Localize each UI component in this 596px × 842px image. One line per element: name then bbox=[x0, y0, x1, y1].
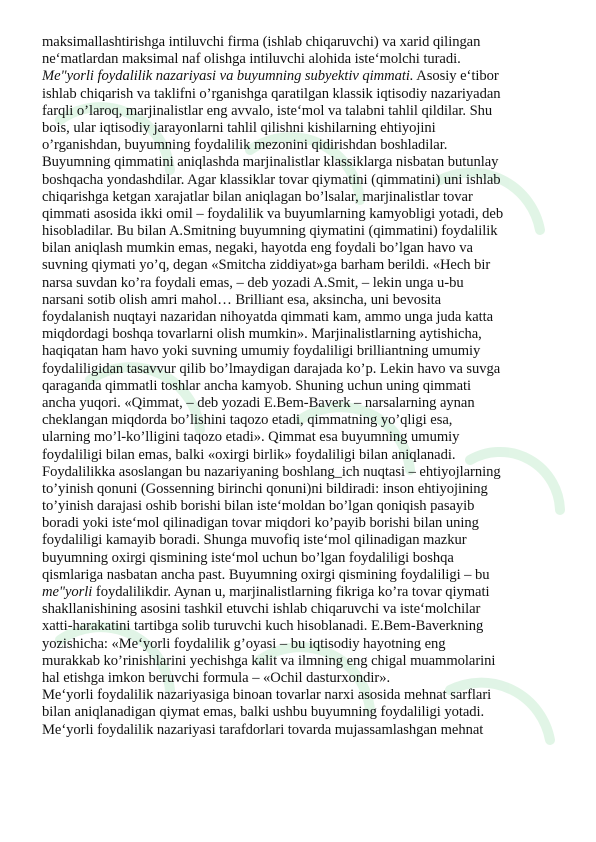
text-segment: xatti-harakatini tartibga solib turuvchi kuch hisoblanadi. E.Bem-Baverkning bbox=[42, 618, 484, 635]
text-segment: hisobladilar. Bu bilan A.Smitning buyumning qiymatini (qimmatini) foydalilik bbox=[42, 223, 498, 240]
text-segment: foydaliligidan tasavvur qilib bo’lmaydigan darajada ko’p. Lekin havo va suvga bbox=[42, 360, 501, 377]
text-segment: foydalanish nuqtayi nazaridan nihoyatda qimmati kam, ammo unga juda katta bbox=[42, 309, 494, 325]
text-line bbox=[42, 532, 562, 549]
text-segment: qimmati asosida ikki omil – foydalilik va buyumlarning kamyobligi yotadi, deb bbox=[42, 205, 504, 222]
text-segment: Asosiy e‘tibor bbox=[413, 68, 499, 85]
text-line bbox=[42, 670, 562, 687]
document-body bbox=[42, 34, 562, 739]
text-segment: bilan aniqlanadigan qiymat emas, balki ushbu buyumning foydaliligi yotadi. bbox=[42, 704, 485, 721]
text-line bbox=[42, 137, 562, 154]
text-line bbox=[42, 86, 562, 103]
text-segment: haqiqatan ham havo yoki suvning umumiy foydaliligi brilliantning umumiy bbox=[42, 343, 481, 360]
text-line bbox=[42, 189, 562, 206]
text-segment: qaraganda qimmatli toshlar ancha kamyob. Shuning uchun uning qimmati bbox=[42, 377, 472, 394]
text-segment: foydaliligi bilan emas, balki «oxirgi birlik» foydaliligi bilan aniqlanadi. bbox=[42, 446, 456, 463]
text-line bbox=[42, 447, 562, 464]
text-line bbox=[42, 154, 562, 171]
text-segment: narsani sotib olish amri mahol… Brilliant esa, aksincha, uni bevosita bbox=[42, 291, 442, 308]
text-segment: ishlab chiqarish va taklifni o’rganishga qaratilgan klassik iqtisodiy nazariyadan bbox=[42, 85, 501, 102]
text-line bbox=[42, 223, 562, 240]
text-line bbox=[42, 722, 562, 739]
text-segment: Foydalilikka asoslangan bu nazariyaning boshlang_ich nuqtasi – ehtiyojlarning bbox=[42, 463, 501, 480]
text-segment: suvning qiymati yo’q, degan «Smitcha ziddiyat»ga barham berildi. «Hech bir bbox=[42, 257, 491, 274]
text-line bbox=[42, 103, 562, 120]
text-segment: Me‘yorli foydalilik nazariyasi tarafdorlari tovarda mujassamlashgan mehnat bbox=[42, 721, 484, 738]
text-line bbox=[42, 292, 562, 309]
text-line bbox=[42, 34, 562, 51]
italic-text: Me"yorli foydalilik nazariyasi va buyumning subyektiv qimmati. bbox=[42, 68, 414, 85]
text-line bbox=[42, 206, 562, 223]
text-line bbox=[42, 464, 562, 481]
text-segment: Me‘yorli foydalilik nazariyasiga binoan tovarlar narxi asosida mehnat sarflari bbox=[42, 687, 492, 704]
text-segment: boradi yoki iste‘mol qilinadigan tovar miqdori ko’payib borishi bilan uning bbox=[42, 515, 479, 532]
text-line bbox=[42, 172, 562, 189]
text-line bbox=[42, 550, 562, 567]
text-segment: miqdordagi boshqa tovarlarni olish mumkin». Marjinalistlarning aytishicha, bbox=[42, 326, 482, 343]
text-segment: ularning mo’l-ko’lligini taqozo etadi». Qimmat esa buyumning umumiy bbox=[42, 429, 460, 446]
text-segment: murakkab ko’rinishlarini yechishga kalit va ilmning eng chigal muammolarini bbox=[42, 652, 496, 669]
text-segment: o’rganishdan, buyumning foydalilik mezonini qidirishdan boshladilar. bbox=[42, 137, 448, 154]
text-line bbox=[42, 429, 562, 446]
text-segment: boshqacha yondashdilar. Agar klassiklar tovar qiymatini (qimmatini) uni ishlab bbox=[42, 171, 501, 188]
text-line bbox=[42, 601, 562, 618]
text-segment: qismlariga nasbatan ancha past. Buyumning oxirgi qismining foydaliligi – bu bbox=[42, 566, 490, 583]
text-segment: ne‘matlardan maksimal naf olishga intiluvchi alohida iste‘molchi turadi. bbox=[42, 51, 461, 68]
text-segment: narsa suvdan ko’ra foydali emas, – deb yozadi A.Smit, – lekin unga u-bu bbox=[42, 274, 464, 291]
text-segment: foydalilikdir. Aynan u, marjinalistlarning fikriga ko’ra tovar qiymati bbox=[92, 584, 490, 600]
italic-text: me"yorli bbox=[42, 584, 93, 600]
text-line bbox=[42, 687, 562, 704]
text-segment: bilan aniqlash mumkin emas, negaki, hayotda eng foydali bo’lgan havo va bbox=[42, 240, 473, 257]
text-line bbox=[42, 567, 562, 584]
text-line bbox=[42, 343, 562, 360]
text-segment: foydaliligi kamayib boradi. Shunga muvofiq iste‘mol qilinadigan mazkur bbox=[42, 532, 467, 549]
text-segment: to’yinish darajasi oshib borishi bilan iste‘moldan bo’lgan qoniqish pasayib bbox=[42, 498, 475, 515]
text-line bbox=[42, 275, 562, 292]
text-line bbox=[42, 120, 562, 137]
text-line bbox=[42, 361, 562, 378]
text-line bbox=[42, 618, 562, 635]
text-line bbox=[42, 51, 562, 68]
text-line bbox=[42, 636, 562, 653]
text-line bbox=[42, 412, 562, 429]
text-segment: maksimallashtirishga intiluvchi firma (ishlab chiqaruvchi) va xarid qilingan bbox=[42, 34, 481, 50]
text-line bbox=[42, 378, 562, 395]
text-line bbox=[42, 515, 562, 532]
text-segment: bois, ular iqtisodiy jarayonlarni tahlil qilishni kishilarning ehtiyojini bbox=[42, 119, 436, 136]
text-line bbox=[42, 240, 562, 257]
text-line bbox=[42, 481, 562, 498]
text-line bbox=[42, 68, 562, 85]
text-line bbox=[42, 498, 562, 515]
text-segment: to’yinish qonuni (Gossenning birinchi qonuni)ni bildiradi: inson ehtiyojining bbox=[42, 480, 488, 497]
text-line bbox=[42, 395, 562, 412]
text-line bbox=[42, 257, 562, 274]
text-segment: shakllanishining asosini tashkil etuvchi ishlab chiqaruvchi va iste‘molchilar bbox=[42, 601, 481, 618]
text-segment: buyumning oxirgi qismining iste‘mol uchun bo’lgan foydaliligi boshqa bbox=[42, 549, 454, 566]
text-line bbox=[42, 326, 562, 343]
text-segment: cheklangan miqdorda bo’lishini taqozo etadi, qimmatning yo’qligi esa, bbox=[42, 412, 453, 429]
text-segment: hal etishga imkon beruvchi formula – «Ochil dasturxondir». bbox=[42, 669, 391, 686]
text-segment: chiqarishga ketgan xarajatlar bilan aniqlagan bo’lsalar, marjinalistlar tovar bbox=[42, 188, 473, 205]
text-segment: farqli o’laroq, marjinalistlar eng avvalo, iste‘mol va talabni tahlil qildilar. Shu bbox=[42, 102, 493, 119]
text-line bbox=[42, 584, 562, 601]
text-segment: yozishicha: «Me‘yorli foydalilik g’oyasi – bu iqtisodiy hayotning eng bbox=[42, 635, 446, 652]
text-line bbox=[42, 704, 562, 721]
text-segment: Buyumning qimmatini aniqlashda marjinalistlar klassiklarga nisbatan butunlay bbox=[42, 154, 499, 171]
text-segment: ancha yuqori. «Qimmat, – deb yozadi E.Bem-Baverk – narsalarning aynan bbox=[42, 394, 475, 411]
text-line bbox=[42, 653, 562, 670]
text-line bbox=[42, 309, 562, 326]
